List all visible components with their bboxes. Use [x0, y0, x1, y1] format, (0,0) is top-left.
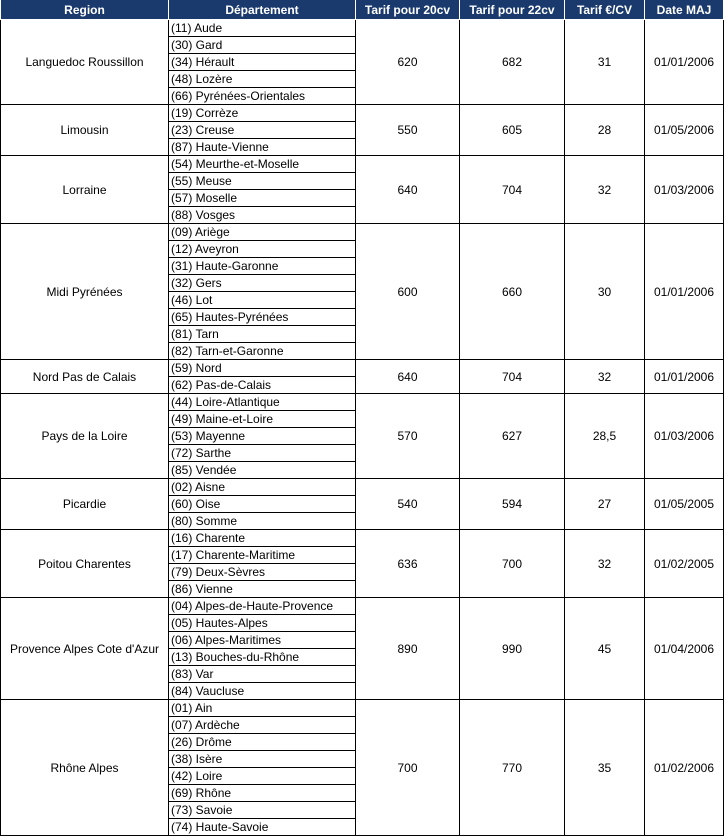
- departement-cell: (82) Tarn-et-Garonne: [169, 343, 356, 360]
- table-header: [1, 0, 724, 20]
- tarif-20cv-cell: 890: [356, 598, 460, 700]
- table-row: [1, 394, 724, 411]
- tarif-20cv-cell: 570: [356, 394, 460, 479]
- col-header-tarif-20cv: Tarif pour 20cv: [356, 0, 460, 20]
- region-cell: Midi Pyrénées: [1, 224, 169, 360]
- region-cell: Languedoc Roussillon: [1, 20, 169, 105]
- table-row: [1, 700, 724, 717]
- region-cell: Picardie: [1, 479, 169, 530]
- departement-cell: (87) Haute-Vienne: [169, 139, 356, 156]
- date-maj-cell: 01/02/2005: [645, 530, 724, 598]
- departement-cell: (74) Haute-Savoie: [169, 819, 356, 836]
- departement-cell: (32) Gers: [169, 275, 356, 292]
- table-row: [1, 598, 724, 615]
- departement-cell: (65) Hautes-Pyrénées: [169, 309, 356, 326]
- departement-cell: (26) Drôme: [169, 734, 356, 751]
- col-header-departement: Département: [169, 0, 356, 20]
- departement-cell: (55) Meuse: [169, 173, 356, 190]
- departement-cell: (44) Loire-Atlantique: [169, 394, 356, 411]
- departement-cell: (69) Rhône: [169, 785, 356, 802]
- date-maj-cell: 01/04/2006: [645, 598, 724, 700]
- date-maj-cell: 01/02/2006: [645, 700, 724, 836]
- tarif-par-cv-cell: 45: [565, 598, 645, 700]
- departement-cell: (17) Charente-Maritime: [169, 547, 356, 564]
- departement-cell: (83) Var: [169, 666, 356, 683]
- header-row: [1, 0, 724, 20]
- region-cell: Lorraine: [1, 156, 169, 224]
- col-header-tarif-par-cv: Tarif €/CV: [565, 0, 645, 20]
- region-cell: Poitou Charentes: [1, 530, 169, 598]
- departement-cell: (31) Haute-Garonne: [169, 258, 356, 275]
- tarif-par-cv-cell: 35: [565, 700, 645, 836]
- departement-cell: (19) Corrèze: [169, 105, 356, 122]
- departement-cell: (05) Hautes-Alpes: [169, 615, 356, 632]
- tarif-20cv-cell: 700: [356, 700, 460, 836]
- departement-cell: (81) Tarn: [169, 326, 356, 343]
- departement-cell: (12) Aveyron: [169, 241, 356, 258]
- departement-cell: (06) Alpes-Maritimes: [169, 632, 356, 649]
- table-row: [1, 224, 724, 241]
- date-maj-cell: 01/03/2006: [645, 394, 724, 479]
- departement-cell: (84) Vaucluse: [169, 683, 356, 700]
- tarif-22cv-cell: 704: [460, 360, 565, 394]
- departement-cell: (86) Vienne: [169, 581, 356, 598]
- date-maj-cell: 01/03/2006: [645, 156, 724, 224]
- tarif-20cv-cell: 620: [356, 20, 460, 105]
- departement-cell: (38) Isère: [169, 751, 356, 768]
- region-cell: Nord Pas de Calais: [1, 360, 169, 394]
- tarif-22cv-cell: 682: [460, 20, 565, 105]
- tarif-par-cv-cell: 32: [565, 530, 645, 598]
- departement-cell: (49) Maine-et-Loire: [169, 411, 356, 428]
- date-maj-cell: 01/05/2005: [645, 479, 724, 530]
- table-row: [1, 105, 724, 122]
- tarif-par-cv-cell: 32: [565, 156, 645, 224]
- departement-cell: (88) Vosges: [169, 207, 356, 224]
- departement-cell: (13) Bouches-du-Rhône: [169, 649, 356, 666]
- region-cell: Pays de la Loire: [1, 394, 169, 479]
- col-header-tarif-22cv: Tarif pour 22cv: [460, 0, 565, 20]
- departement-cell: (16) Charente: [169, 530, 356, 547]
- tarif-20cv-cell: 636: [356, 530, 460, 598]
- departement-cell: (72) Sarthe: [169, 445, 356, 462]
- departement-cell: (11) Aude: [169, 20, 356, 37]
- tarif-20cv-cell: 540: [356, 479, 460, 530]
- departement-cell: (73) Savoie: [169, 802, 356, 819]
- date-maj-cell: 01/01/2006: [645, 20, 724, 105]
- departement-cell: (34) Hérault: [169, 54, 356, 71]
- tarif-20cv-cell: 640: [356, 360, 460, 394]
- tarif-22cv-cell: 700: [460, 530, 565, 598]
- departement-cell: (54) Meurthe-et-Moselle: [169, 156, 356, 173]
- departement-cell: (30) Gard: [169, 37, 356, 54]
- tarif-22cv-cell: 627: [460, 394, 565, 479]
- col-header-region: Region: [1, 0, 169, 20]
- departement-cell: (57) Moselle: [169, 190, 356, 207]
- departement-cell: (07) Ardèche: [169, 717, 356, 734]
- tarif-22cv-cell: 660: [460, 224, 565, 360]
- departement-cell: (53) Mayenne: [169, 428, 356, 445]
- departement-cell: (80) Somme: [169, 513, 356, 530]
- col-header-date-maj: Date MAJ: [645, 0, 724, 20]
- tarif-par-cv-cell: 28: [565, 105, 645, 156]
- region-cell: Limousin: [1, 105, 169, 156]
- departement-cell: (60) Oise: [169, 496, 356, 513]
- departement-cell: (04) Alpes-de-Haute-Provence: [169, 598, 356, 615]
- region-cell: Provence Alpes Cote d'Azur: [1, 598, 169, 700]
- date-maj-cell: 01/01/2006: [645, 360, 724, 394]
- departement-cell: (79) Deux-Sèvres: [169, 564, 356, 581]
- tarif-22cv-cell: 990: [460, 598, 565, 700]
- region-cell: Rhône Alpes: [1, 700, 169, 836]
- departement-cell: (66) Pyrénées-Orientales: [169, 88, 356, 105]
- departement-cell: (02) Aisne: [169, 479, 356, 496]
- table-row: [1, 20, 724, 37]
- tarif-22cv-cell: 594: [460, 479, 565, 530]
- tarif-par-cv-cell: 30: [565, 224, 645, 360]
- date-maj-cell: 01/05/2006: [645, 105, 724, 156]
- tarif-20cv-cell: 600: [356, 224, 460, 360]
- table-row: [1, 156, 724, 173]
- table-row: [1, 530, 724, 547]
- departement-cell: (23) Creuse: [169, 122, 356, 139]
- tarif-20cv-cell: 550: [356, 105, 460, 156]
- tarif-par-cv-cell: 31: [565, 20, 645, 105]
- tarif-par-cv-cell: 32: [565, 360, 645, 394]
- departement-cell: (48) Lozère: [169, 71, 356, 88]
- departement-cell: (09) Ariège: [169, 224, 356, 241]
- departement-cell: (42) Loire: [169, 768, 356, 785]
- tarif-22cv-cell: 605: [460, 105, 565, 156]
- departement-cell: (62) Pas-de-Calais: [169, 377, 356, 394]
- tarif-par-cv-cell: 28,5: [565, 394, 645, 479]
- table-body: [1, 20, 724, 836]
- departement-cell: (59) Nord: [169, 360, 356, 377]
- departement-cell: (85) Vendée: [169, 462, 356, 479]
- departement-cell: (01) Ain: [169, 700, 356, 717]
- tarif-22cv-cell: 770: [460, 700, 565, 836]
- tarif-20cv-cell: 640: [356, 156, 460, 224]
- tarif-22cv-cell: 704: [460, 156, 565, 224]
- tarif-par-cv-cell: 27: [565, 479, 645, 530]
- date-maj-cell: 01/01/2006: [645, 224, 724, 360]
- table-row: [1, 360, 724, 377]
- table-row: [1, 479, 724, 496]
- departement-cell: (46) Lot: [169, 292, 356, 309]
